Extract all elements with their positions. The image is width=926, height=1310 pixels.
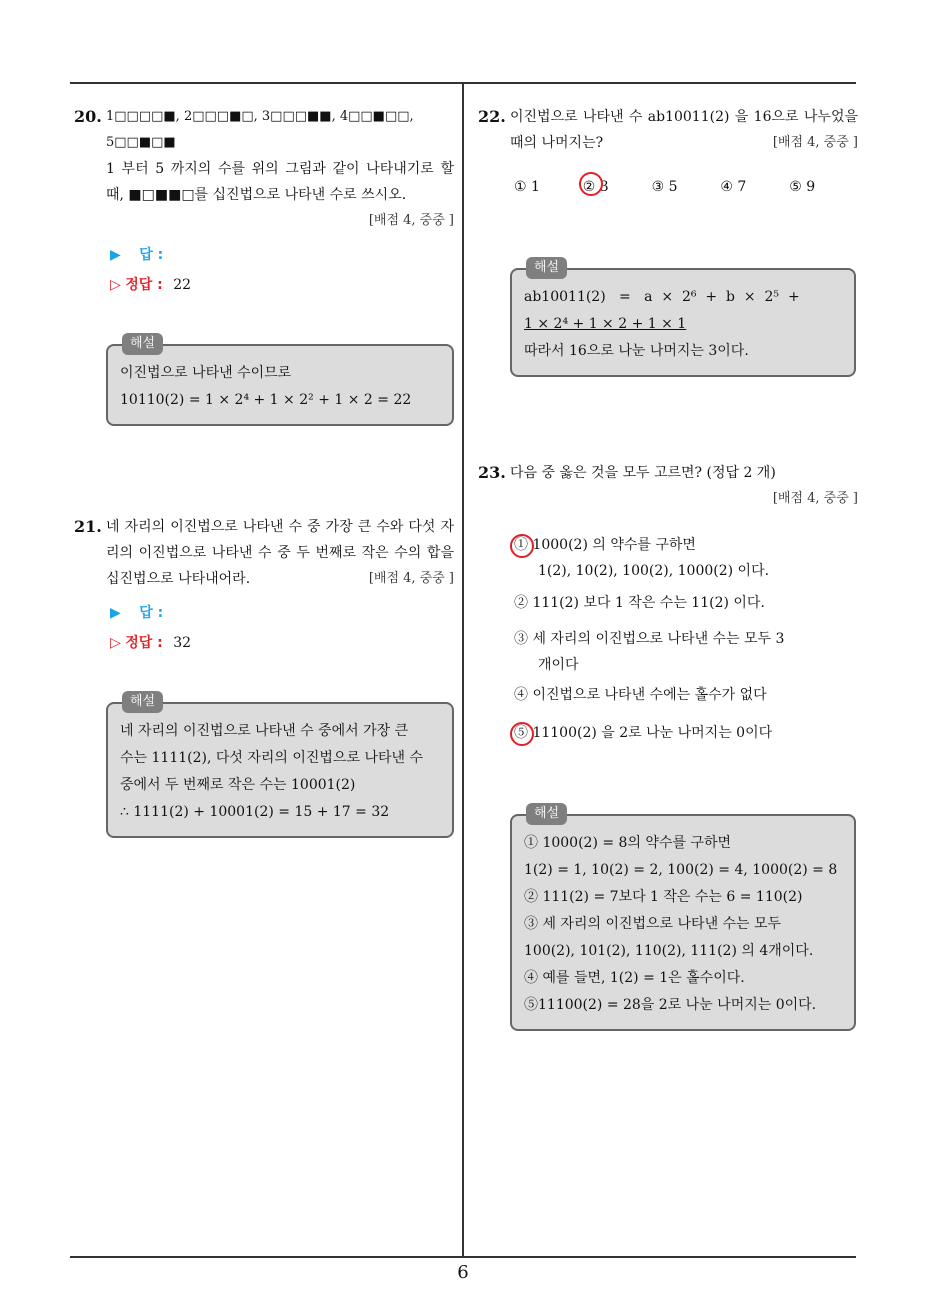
correct-label: 정답 : [125, 277, 163, 293]
bottom-rule [70, 1256, 856, 1258]
correct-value: 22 [173, 277, 192, 293]
answer-row [110, 598, 454, 628]
option-text: ① 1000(2) 의 약수를 구하면 [514, 537, 696, 553]
option-text: ⑤ 11100(2) 을 2로 나눈 나머지는 0이다 [514, 725, 773, 741]
explanation-line: ② 111(2) = 7보다 1 작은 수는 6 = 110(2) [524, 889, 803, 905]
explanation-line: ① 1000(2) = 8의 약수를 구하면 [524, 835, 732, 851]
explanation-line: 10110(2) = 1 × 2⁴ + 1 × 2² + 1 × 2 = 22 [120, 392, 412, 408]
score-meta: [배점 4, 중중 ] [772, 491, 858, 506]
selected-circle-icon [579, 172, 603, 196]
explanation-tag: 해설 [122, 691, 163, 713]
question-text: 네 자리의 이진법으로 나타낸 수 중 가장 큰 수와 다섯 자리의 이진법으로 나타낸 수 중 두 번째로 작은 수의 합을 십진법으로 나타내어라. [106, 519, 454, 587]
question-text: 이진법으로 나타낸 수 ab10011(2) 을 16으로 나누었을 때의 나머지는? [510, 109, 858, 151]
explanation-line: 수는 1111(2), 다섯 자리의 이진법으로 나타낸 수 [120, 750, 423, 766]
explanation-line: 100(2), 101(2), 110(2), 111(2) 의 4개이다. [524, 943, 814, 959]
explanation-tag: 해설 [526, 257, 567, 279]
explanation-line: ④ 예를 들면, 1(2) = 1은 홀수이다. [524, 970, 745, 986]
choice-4[interactable]: ④ 7 [720, 179, 747, 195]
question-number: 22. [478, 107, 506, 126]
choice-3[interactable]: ③ 5 [651, 179, 678, 195]
explanation-line: 따라서 16으로 나눈 나머지는 3이다. [524, 343, 749, 359]
explanation-line: 1(2) = 1, 10(2) = 2, 100(2) = 4, 1000(2) = 8 [524, 862, 838, 878]
pattern-line-1: 1□□□□■, 2□□□■□, 3□□□■■, 4□□■□□, [106, 109, 414, 124]
option-4[interactable]: ④ 이진법으로 나타낸 수에는 홀수가 없다 [514, 687, 767, 703]
explanation-line: 이진법으로 나타낸 수이므로 [120, 365, 292, 381]
selected-circle-icon [510, 722, 534, 746]
explanation-line: ③ 세 자리의 이진법으로 나타낸 수는 모두 [524, 916, 782, 932]
question-number: 23. [478, 463, 506, 482]
explanation-line: 네 자리의 이진법으로 나타낸 수 중에서 가장 큰 [120, 723, 409, 739]
choice-label: ② 3 [582, 179, 609, 195]
question-number: 20. [74, 107, 102, 126]
answer-row [110, 240, 454, 270]
question-22 [478, 104, 858, 200]
score-meta: [배점 4, 중중 ] [368, 213, 454, 228]
answer-triangle-icon: ▶ [110, 247, 121, 263]
explanation-line: ∴ 1111(2) + 10001(2) = 15 + 17 = 32 [120, 804, 390, 820]
answer-triangle-icon: ▶ [110, 605, 121, 621]
explanation-box-23 [510, 806, 856, 1031]
option-5[interactable] [514, 720, 858, 746]
choice-list [514, 174, 858, 200]
option-2[interactable]: ② 111(2) 보다 1 작은 수는 11(2) 이다. [514, 595, 765, 611]
page-number: 6 [457, 1262, 469, 1283]
explanation-box-21 [106, 694, 454, 838]
option-3-continued: 개이다 [538, 657, 579, 673]
explanation-tag: 해설 [122, 333, 163, 355]
explanation-line: 1 × 2⁴ + 1 × 2 + 1 × 1 [524, 316, 687, 332]
answer-label: 답 : [139, 605, 164, 621]
correct-answer-row [110, 628, 454, 658]
correct-triangle-icon: ▷ [110, 635, 121, 651]
correct-value: 32 [173, 635, 192, 651]
question-text: 다음 중 옳은 것을 모두 고르면? (정답 2 개) [510, 465, 776, 481]
question-23 [478, 460, 858, 746]
option-1[interactable] [514, 532, 858, 558]
pattern-line-2: 5□□■□■ [106, 135, 176, 150]
question-text: 1 부터 5 까지의 수를 위의 그림과 같이 나타내기로 할 때, ■□■■□를 십진법으로 나타낸 수로 쓰시오. [106, 161, 454, 203]
explanation-line: ⑤11100(2) = 28을 2로 나눈 나머지는 0이다. [524, 997, 817, 1013]
correct-label: 정답 : [125, 635, 163, 651]
option-1-continued: 1(2), 10(2), 100(2), 1000(2) 이다. [538, 563, 770, 579]
explanation-box-20 [106, 336, 454, 426]
choice-1[interactable]: ① 1 [514, 179, 540, 195]
option-3[interactable]: ③ 세 자리의 이진법으로 나타낸 수는 모두 3 [514, 631, 785, 647]
score-meta: [배점 4, 중중 ] [368, 571, 454, 586]
question-21 [74, 514, 454, 658]
explanation-box-22 [510, 260, 856, 377]
question-20 [74, 104, 454, 300]
score-meta: [배점 4, 중중 ] [772, 135, 858, 150]
answer-label: 답 : [139, 247, 164, 263]
selected-circle-icon [510, 534, 534, 558]
explanation-line: ab10011(2) = a × 2⁶ + b × 2⁵ + [524, 289, 800, 305]
explanation-line: 중에서 두 번째로 작은 수는 10001(2) [120, 777, 356, 793]
column-divider [462, 82, 464, 1257]
correct-answer-row [110, 270, 454, 300]
explanation-tag: 해설 [526, 803, 567, 825]
correct-triangle-icon: ▷ [110, 277, 121, 293]
question-number: 21. [74, 517, 102, 536]
choice-2[interactable] [583, 174, 652, 200]
choice-5[interactable]: ⑤ 9 [789, 179, 816, 195]
